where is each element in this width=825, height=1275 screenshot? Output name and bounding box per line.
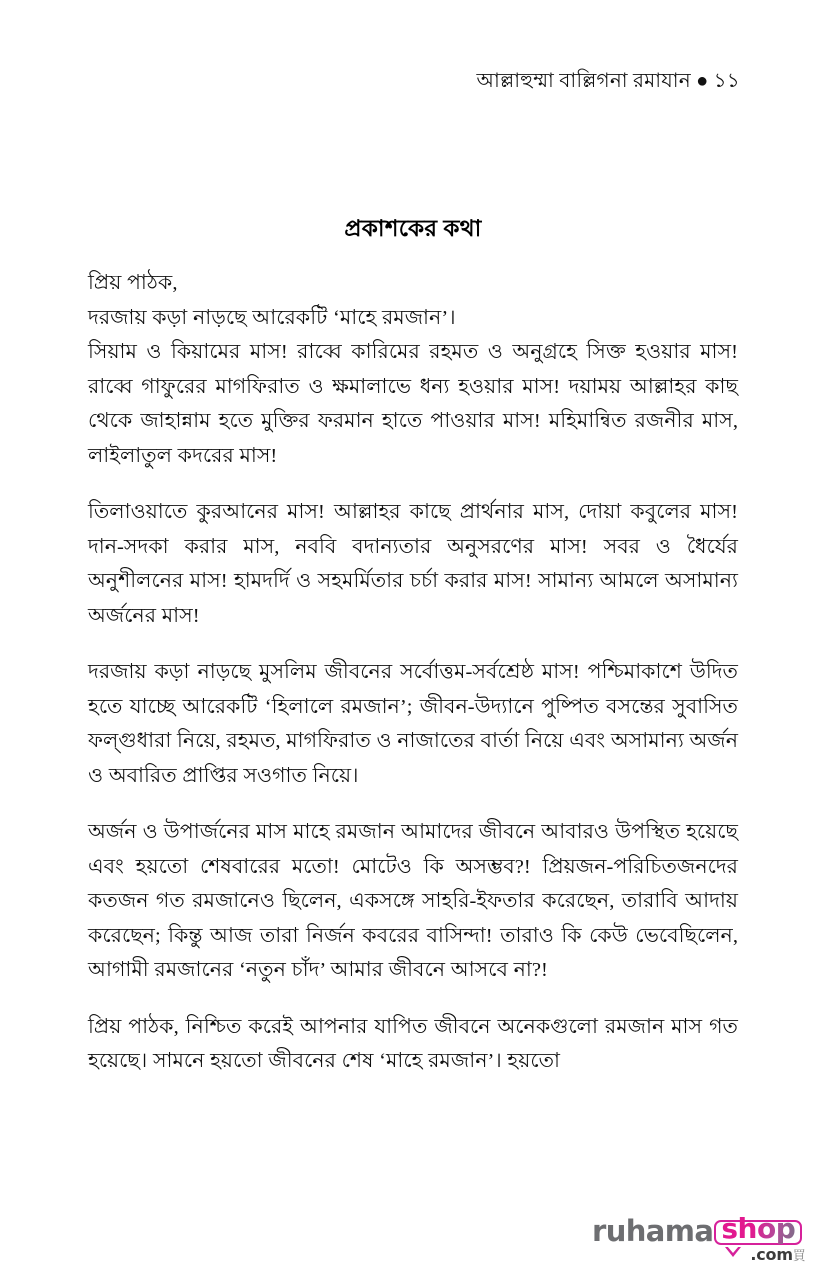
salutation-line: প্রিয় পাঠক, <box>88 272 178 295</box>
logo-wordmark: ruhama <box>592 1214 714 1248</box>
logo-speech-bubble <box>714 1212 802 1245</box>
paragraph-5: প্রিয় পাঠক, নিশ্চিত করেই আপনার যাপিত জীবনে অনেকগুলো রমজান মাস গত হয়েছে। সামনে হয়তো জীবনের শেষ ‘মাহে রমজান’। হয়তো <box>88 1015 738 1073</box>
logo-cjk-mark: 買 <box>792 1249 806 1264</box>
paragraph-1: সিয়াম ও কিয়ামের মাস! রাব্বে কারিমের রহমত ও অনুগ্রহে সিক্ত হওয়ার মাস! রাব্বে গাফুরের মাগফিরাত ও ক্ষমালাভে ধন্য হওয়ার মাস! দয়াময় আল্লাহর কাছ থেকে জাহান্নাম হতে মুক্তির ফরমান হাতে পাওয়ার মাস! মহিমান্বিত রজনীর মাস, লাইলাতুল কদরের মাস! <box>88 341 738 467</box>
paragraph-2: তিলাওয়াতে কুরআনের মাস! আল্লাহর কাছে প্রার্থনার মাস, দোয়া কবুলের মাস! দান-সদকা করার মাস, নববি বদান্যতার অনুসরণের মাস! সবর ও ধৈর্যের অনুশীলনের মাস! হামদর্দি ও সহমর্মিতার চর্চা করার মাস! সামান্য আমলে অসামান্য অর্জনের মাস! <box>88 501 738 627</box>
logo-domain-text: .com <box>750 1245 793 1264</box>
logo-domain-group <box>750 1245 805 1264</box>
running-header: আল্লাহুম্মা বাল্লিগনা রমাযান ● ১১ <box>476 70 740 92</box>
paragraph-intro: দরজায় কড়া নাড়ছে আরেকটি ‘মাহে রমজান’। <box>88 306 456 329</box>
speech-bubble-tail-inner-icon <box>727 1246 739 1253</box>
paragraph-4: অর্জন ও উপার্জনের মাস মাহে রমজান আমাদের জীবনে আবারও উপস্থিত হয়েছে এবং হয়তো শেষবারের মতো! মোটেও কি অসম্ভব?! প্রিয়জন-পরিচিতজনদের কতজন গত রমজানেও ছিলেন, একসঙ্গে সাহরি-ইফতার করেছেন, তারাবি আদায় করেছেন; কিন্তু আজ তারা নির্জন কবরের বাসিন্দা! তারাও কি কেউ ভেবেছিলেন, আগামী রমজানের ‘নতুন চাঁদ’ আমার জীবনে আসবে না?! <box>88 821 738 982</box>
page-title: প্রকাশকের কথা <box>344 216 482 241</box>
page-content <box>88 213 738 1079</box>
logo-bubble-label: shop <box>721 1212 796 1245</box>
ruhamashop-logo <box>592 1212 806 1264</box>
paragraph-3: দরজায় কড়া নাড়ছে মুসলিম জীবনের সর্বোত্তম-সর্বশ্রেষ্ঠ মাস! পশ্চিমাকাশে উদিত হতে যাচ্ছে আরেকটি ‘হিলালে রমজান’; জীবন-উদ্যানে পুষ্পিত বসন্তের সুবাসিত ফল্গুধারা নিয়ে, রহমত, মাগফিরাত ও নাজাতের বার্তা নিয়ে এবং অসামান্য অর্জন ও অবারিত প্রাপ্তির সওগাত নিয়ে। <box>88 661 738 787</box>
logo-bubble-group <box>714 1212 806 1264</box>
